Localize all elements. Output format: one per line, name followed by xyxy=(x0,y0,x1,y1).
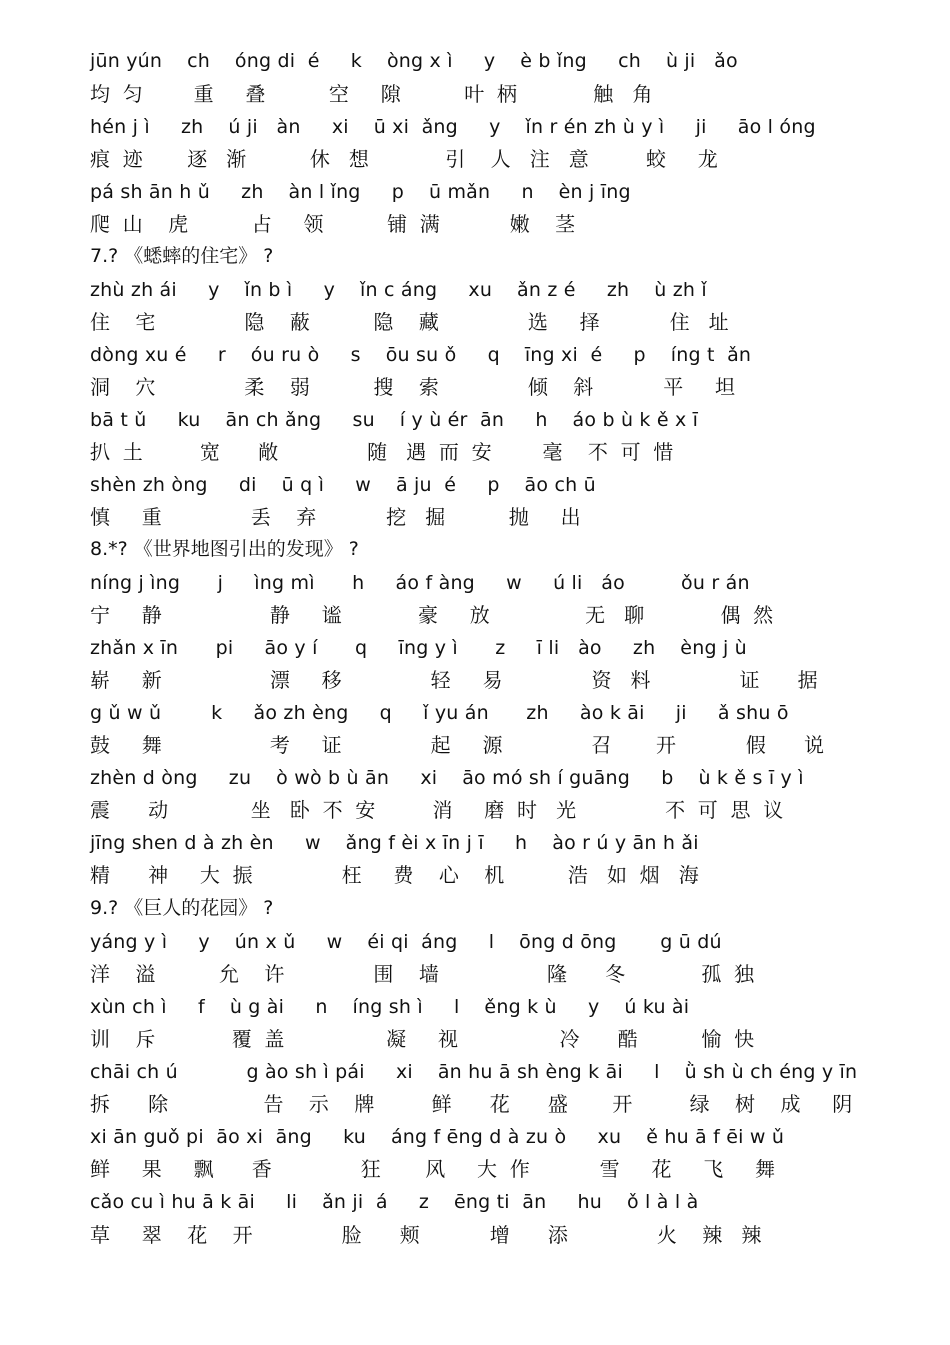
hanzi-line: 均 匀 重 叠 空 隙 叶 柄 触 角 xyxy=(90,82,653,106)
lesson-heading: 8.*? 《世界地图引出的发现》 ? xyxy=(90,538,359,560)
pinyin-line: yáng y ì y ún x ǔ w éi qi áng l ōng d ōng g ū dú xyxy=(90,931,722,953)
hanzi-line: 拆 除 告 示 牌 鲜 花 盛 开 绿 树 成 阴 xyxy=(90,1092,853,1116)
pinyin-line: jīng shen d à zh èn w ǎng f èi x īn j ī h ào r ú y ān h ǎi xyxy=(90,832,699,854)
hanzi-line: 洞 穴 柔 弱 搜 索 倾 斜 平 坦 xyxy=(90,375,736,399)
hanzi-line: 草 翠 花 开 脸 颊 增 添 火 辣 辣 xyxy=(90,1223,762,1247)
pinyin-line: zhèn d òng zu ò wò b ù ān xi āo mó sh í guāng b ù k ě s ī y ì xyxy=(90,767,804,789)
pinyin-line: hén j ì zh ú ji àn xi ū xi ǎng y ǐn r én zh ù y ì ji āo l óng xyxy=(90,116,816,138)
pinyin-line: zhù zh ái y ǐn b ì y ǐn c áng xu ǎn z é zh ù zh ǐ xyxy=(90,279,707,301)
lesson-heading: 7.? 《蟋蟀的住宅》 ? xyxy=(90,245,274,267)
hanzi-line: 扒 土 宽 敞 随 遇 而 安 毫 不 可 惜 xyxy=(90,440,674,464)
hanzi-line: 崭 新 漂 移 轻 易 资 料 证 据 xyxy=(90,668,818,692)
hanzi-line: 宁 静 静 谧 豪 放 无 聊 偶 然 xyxy=(90,603,774,627)
pinyin-line: zhǎn x īn pi āo y í q īng y ì z ī li ào zh èng j ù xyxy=(90,637,747,659)
pinyin-line: dòng xu é r óu ru ò s ōu su ǒ q īng xi é p íng t ǎn xyxy=(90,344,752,366)
hanzi-line: 住 宅 隐 蔽 隐 藏 选 择 住 址 xyxy=(90,310,729,334)
pinyin-line: g ǔ w ǔ k ǎo zh èng q ǐ yu án zh ào k āi ji ǎ shu ō xyxy=(90,702,789,724)
pinyin-line: bā t ǔ ku ān ch ǎng su í y ù ér ān h áo b ù k ě x ī xyxy=(90,409,699,431)
pinyin-line: xi ān guǒ pi āo xi āng ku áng f ēng d à zu ò xu ě hu ā f ēi w ǔ xyxy=(90,1126,785,1148)
hanzi-line: 震 动 坐 卧 不 安 消 磨 时 光 不 可 思 议 xyxy=(90,798,784,822)
pinyin-line: cǎo cu ì hu ā k āi li ǎn ji á z ēng ti ān hu ǒ l à l à xyxy=(90,1191,699,1213)
hanzi-line: 洋 溢 允 许 围 墙 隆 冬 孤 独 xyxy=(90,962,755,986)
pinyin-line: pá sh ān h ǔ zh àn l ǐng p ū mǎn n èn j īng xyxy=(90,181,631,203)
hanzi-line: 鼓 舞 考 证 起 源 召 开 假 说 xyxy=(90,733,825,757)
pinyin-line: shèn zh òng di ū q ì w ā ju é p āo ch ū xyxy=(90,474,596,496)
hanzi-line: 爬 山 虎 占 领 铺 满 嫩 茎 xyxy=(90,212,576,236)
pinyin-line: níng j ìng j ìng mì h áo f àng w ú li áo ǒu r án xyxy=(90,572,750,594)
lesson-heading: 9.? 《巨人的花园》 ? xyxy=(90,897,274,919)
hanzi-line: 慎 重 丢 弃 挖 掘 抛 出 xyxy=(90,505,581,529)
pinyin-line: jūn yún ch óng di é k òng x ì y è b ǐng ch ù ji ǎo xyxy=(90,50,738,72)
hanzi-line: 精 神 大 振 枉 费 心 机 浩 如 烟 海 xyxy=(90,863,699,887)
pinyin-line: xùn ch ì f ù g ài n íng sh ì l ěng k ù y ú ku ài xyxy=(90,996,690,1018)
hanzi-line: 痕 迹 逐 渐 休 想 引 人 注 意 蛟 龙 xyxy=(90,147,718,171)
pinyin-line: chāi ch ú g ào sh ì pái xi ān hu ā sh èng k āi l ǜ sh ù ch éng y īn xyxy=(90,1061,858,1083)
hanzi-line: 鲜 果 飘 香 狂 风 大 作 雪 花 飞 舞 xyxy=(90,1157,776,1181)
hanzi-line: 训 斥 覆 盖 凝 视 冷 酷 愉 快 xyxy=(90,1027,755,1051)
